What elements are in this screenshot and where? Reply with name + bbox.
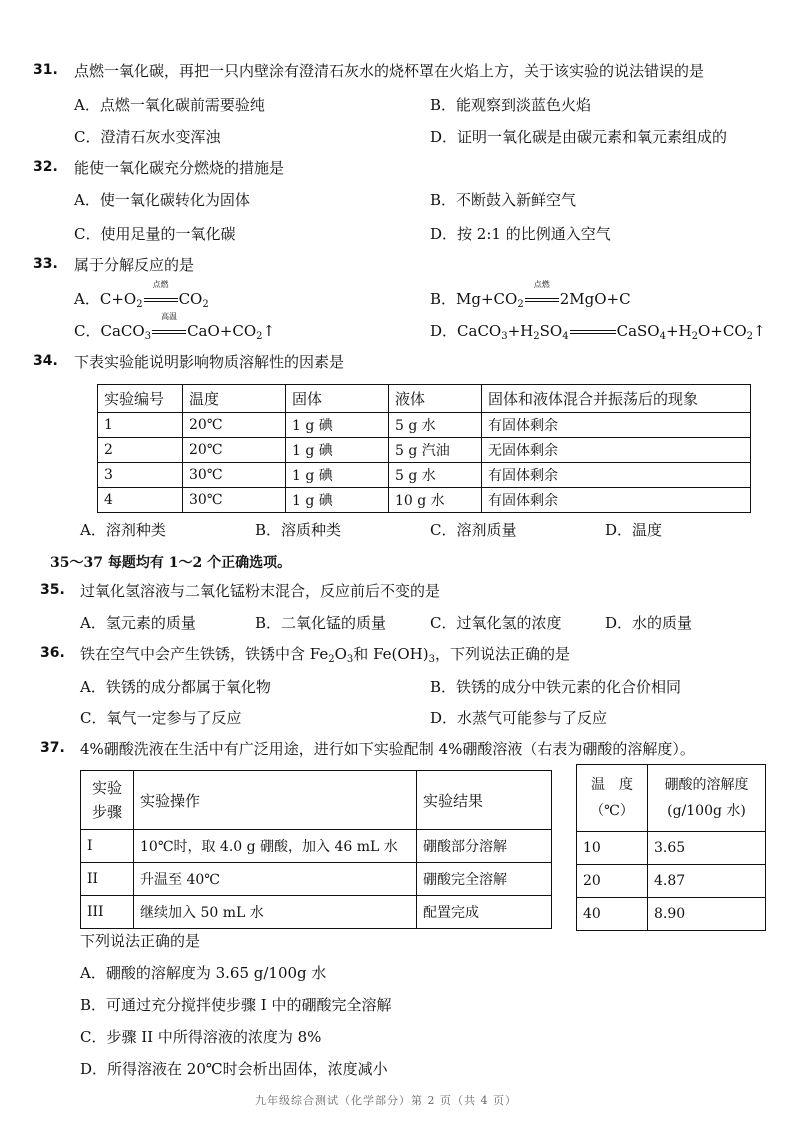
q32-option-c: C．使用足量的一氧化碳 xyxy=(74,225,236,243)
q36-stem: 铁在空气中会产生铁锈，铁锈中含 $Fe_2O_3$和 $Fe(OH)_3$，下列说法正确的是 xyxy=(80,645,571,665)
q37-option-a: A．硼酸的溶解度为 3.65 g/100g 水 xyxy=(80,964,327,982)
table-cell: 10℃时，取 4.0 g 硼酸，加入 46 mL 水 xyxy=(134,830,417,863)
q34-option-d: D．温度 xyxy=(605,521,663,539)
table-cell: 40 xyxy=(577,898,648,931)
table-cell: 3.65 xyxy=(648,832,766,865)
table-row xyxy=(577,832,766,865)
q31-option-c: C．澄清石灰水变浑浊 xyxy=(74,128,221,146)
table-row xyxy=(81,896,552,929)
table-cell: 1 g 碘 xyxy=(286,413,389,438)
q35-option-b: B．二氧化锰的质量 xyxy=(255,614,387,632)
table-cell: 4 xyxy=(98,488,183,513)
header-cell: 实验操作 xyxy=(134,771,417,830)
q36-number: 36. xyxy=(40,645,65,661)
header-cell: 温度 xyxy=(183,385,286,413)
header-cell: 硼酸的溶解度 (g/100g 水) xyxy=(648,765,766,832)
q34-option-b: B．溶质种类 xyxy=(255,521,342,539)
q33-option-a: A．$C+O_2$ 点燃 $CO_2$ xyxy=(74,280,209,310)
q37-number: 37. xyxy=(40,740,65,756)
q34-stem: 下表实验能说明影响物质溶解性的因素是 xyxy=(74,353,345,371)
table-cell: 30℃ xyxy=(183,463,286,488)
table-cell: 升温至 40℃ xyxy=(134,863,417,896)
table-cell: 2 xyxy=(98,438,183,463)
q37-option-d: D．所得溶液在 20℃时会析出固体，浓度减小 xyxy=(80,1060,388,1078)
q33-option-d: D．$CaCO_3+H_2SO_4$ $CaSO_4+H_2O+CO_2↑$ xyxy=(430,322,766,342)
reaction-arrow xyxy=(570,322,616,340)
table-row xyxy=(98,463,751,488)
table-cell: 硼酸完全溶解 xyxy=(417,863,552,896)
table-cell: 8.90 xyxy=(648,898,766,931)
q36-option-c: C．氧气一定参与了反应 xyxy=(80,709,242,727)
header-cell: 实验编号 xyxy=(98,385,183,413)
q33-option-c: C．CaCO$_3$ 高温 $CaO+CO_2↑$ xyxy=(74,312,276,342)
table-header-row xyxy=(577,765,766,832)
table-row xyxy=(98,438,751,463)
table-row xyxy=(577,898,766,931)
table-cell: I xyxy=(81,830,134,863)
q31-option-b: B．能观察到淡蓝色火焰 xyxy=(430,96,592,114)
table-cell: 硼酸部分溶解 xyxy=(417,830,552,863)
table-cell: II xyxy=(81,863,134,896)
q37-option-b: B．可通过充分搅拌使步骤 I 中的硼酸完全溶解 xyxy=(80,996,392,1014)
table-row xyxy=(81,863,552,896)
q32-option-a: A．使一氧化碳转化为固体 xyxy=(74,191,250,209)
table-cell: III xyxy=(81,896,134,929)
table-cell: 5 g 汽油 xyxy=(389,438,482,463)
table-header-row xyxy=(98,385,751,413)
reaction-arrow-ignite: 点燃 xyxy=(144,290,178,308)
q33-number: 33. xyxy=(33,256,58,272)
q32-stem: 能使一氧化碳充分燃烧的措施是 xyxy=(74,159,285,177)
header-cell: 固体 xyxy=(286,385,389,413)
table-cell: 20℃ xyxy=(183,438,286,463)
reaction-arrow-ignite: 点燃 xyxy=(525,290,559,308)
q37-stem: 4%硼酸洗液在生活中有广泛用途，进行如下实验配制 4%硼酸溶液（右表为硼酸的溶解度）。 xyxy=(80,740,695,758)
q34-table xyxy=(97,384,751,513)
q37-prompt: 下列说法正确的是 xyxy=(80,932,201,950)
q32-number: 32. xyxy=(33,159,58,175)
q31-number: 31. xyxy=(33,62,58,78)
q37-option-c: C．步骤 II 中所得溶液的浓度为 8% xyxy=(80,1028,322,1046)
header-cell: 固体和液体混合并振荡后的现象 xyxy=(482,385,751,413)
table-cell: 20℃ xyxy=(183,413,286,438)
table-row xyxy=(98,488,751,513)
table-cell: 5 g 水 xyxy=(389,463,482,488)
q31-option-d: D．证明一氧化碳是由碳元素和氧元素组成的 xyxy=(430,128,728,146)
table-cell: 无固体剩余 xyxy=(482,438,751,463)
q33-option-b: B．$Mg+CO_2$ 点燃 2MgO+C xyxy=(430,280,631,310)
table-cell: 10 g 水 xyxy=(389,488,482,513)
table-cell: 10 xyxy=(577,832,648,865)
q35-number: 35. xyxy=(40,582,65,598)
q34-option-a: A．溶剂种类 xyxy=(80,521,166,539)
header-cell: 液体 xyxy=(389,385,482,413)
table-cell: 3 xyxy=(98,463,183,488)
table-cell: 1 g 碘 xyxy=(286,463,389,488)
q37-steps-table xyxy=(80,770,552,929)
q33-stem: 属于分解反应的是 xyxy=(74,256,195,274)
q36-option-b: B．铁锈的成分中铁元素的化合价相同 xyxy=(430,678,682,696)
header-cell: 实验 步骤 xyxy=(81,771,134,830)
q35-option-a: A．氢元素的质量 xyxy=(80,614,196,632)
table-cell: 20 xyxy=(577,865,648,898)
section-note: 35～37 每题均有 1～2 个正确选项。 xyxy=(50,555,292,571)
q32-option-b: B．不断鼓入新鲜空气 xyxy=(430,191,577,209)
q35-option-c: C．过氧化氢的浓度 xyxy=(430,614,562,632)
q35-stem: 过氧化氢溶液与二氧化锰粉末混合，反应前后不变的是 xyxy=(80,582,441,600)
q31-stem: 点燃一氧化碳，再把一只内壁涂有澄清石灰水的烧杯罩在火焰上方，关于该实验的说法错误的是 xyxy=(74,62,705,80)
q36-option-d: D．水蒸气可能参与了反应 xyxy=(430,709,608,727)
table-cell: 有固体剩余 xyxy=(482,413,751,438)
q37-solubility-table xyxy=(576,764,766,931)
q35-option-d: D．水的质量 xyxy=(605,614,693,632)
q34-number: 34. xyxy=(33,353,58,369)
q36-option-a: A．铁锈的成分都属于氧化物 xyxy=(80,678,271,696)
table-cell: 配置完成 xyxy=(417,896,552,929)
q32-option-d: D．按 2:1 的比例通入空气 xyxy=(430,225,611,243)
table-cell: 有固体剩余 xyxy=(482,463,751,488)
table-cell: 有固体剩余 xyxy=(482,488,751,513)
table-row xyxy=(577,865,766,898)
reaction-arrow-heat: 高温 xyxy=(152,322,186,340)
table-header-row xyxy=(81,771,552,830)
table-cell: 4.87 xyxy=(648,865,766,898)
table-cell: 1 g 碘 xyxy=(286,488,389,513)
table-cell: 1 xyxy=(98,413,183,438)
page-footer: 九年级综合测试（化学部分）第 2 页（共 4 页） xyxy=(255,1094,517,1107)
table-cell: 30℃ xyxy=(183,488,286,513)
table-cell: 1 g 碘 xyxy=(286,438,389,463)
q31-option-a: A．点燃一氧化碳前需要验纯 xyxy=(74,96,265,114)
header-cell: 实验结果 xyxy=(417,771,552,830)
table-row xyxy=(81,830,552,863)
q34-option-c: C．溶剂质量 xyxy=(430,521,517,539)
header-cell: 温 度 （℃） xyxy=(577,765,648,832)
table-row xyxy=(98,413,751,438)
table-cell: 5 g 水 xyxy=(389,413,482,438)
table-cell: 继续加入 50 mL 水 xyxy=(134,896,417,929)
